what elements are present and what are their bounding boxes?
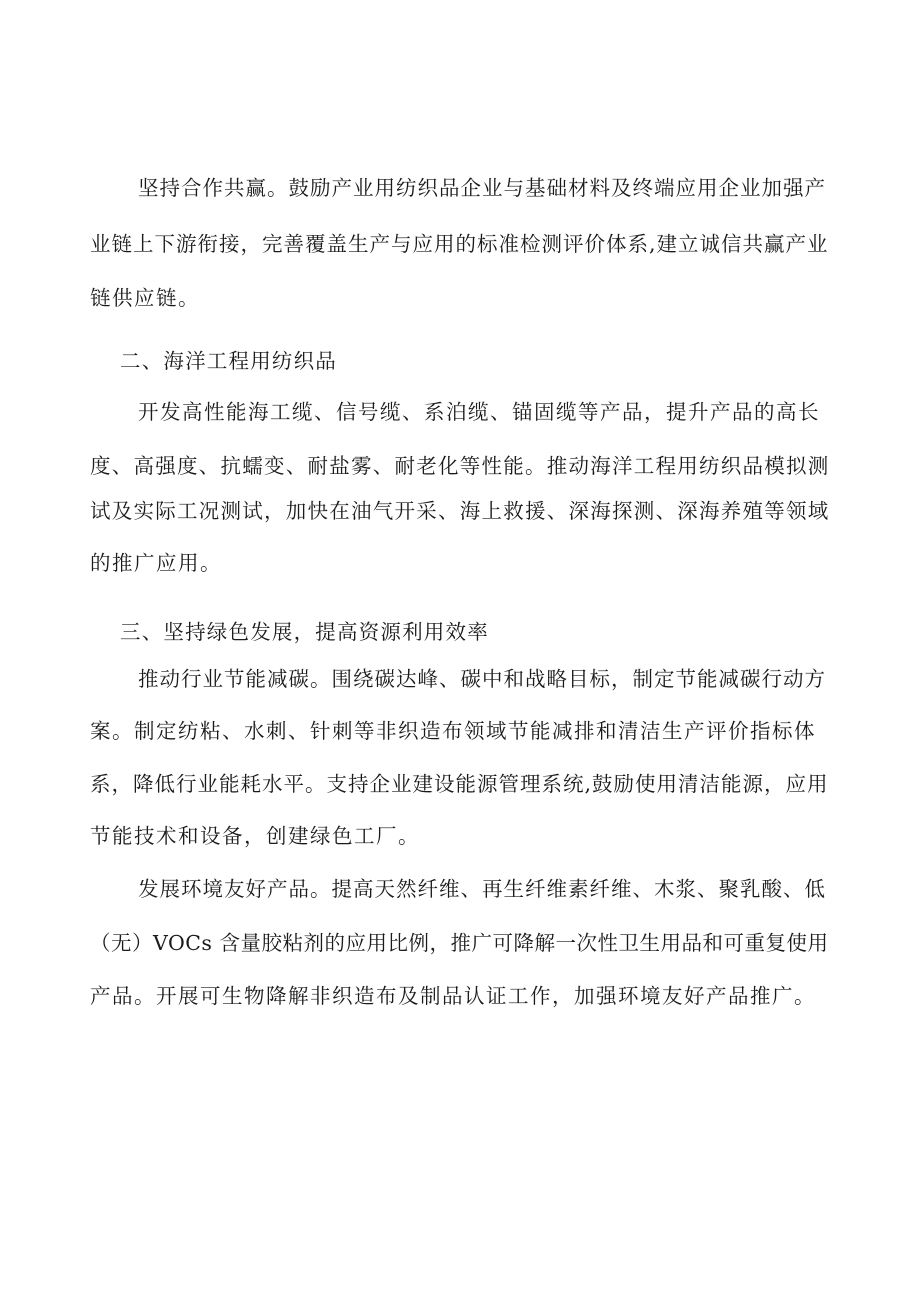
paragraph-line: 产品。开展可生物降解非织造布及制品认证工作，加强环境友好产品推广。 bbox=[90, 984, 816, 1008]
paragraph-line: （无）VOCs 含量胶粘剂的应用比例，推广可降解一次性卫生用品和可重复使用 bbox=[90, 931, 829, 955]
section-heading: 二、海洋工程用纺织品 bbox=[120, 349, 337, 373]
paragraph-line: 系，降低行业能耗水平。支持企业建设能源管理系统,鼓励使用清洁能源，应用 bbox=[90, 772, 829, 796]
paragraph-line: 节能技术和设备，创建绿色工厂。 bbox=[90, 824, 420, 848]
paragraph-line: 发展环境友好产品。提高天然纤维、再生纤维素纤维、木浆、聚乳酸、低 bbox=[138, 877, 826, 901]
paragraph-line: 试及实际工况测试，加快在油气开采、海上救援、深海探测、深海养殖等领域 bbox=[90, 499, 830, 523]
paragraph-line: 的推广应用。 bbox=[90, 551, 222, 575]
paragraph-line: 坚持合作共赢。鼓励产业用纺织品企业与基础材料及终端应用企业加强产 bbox=[138, 176, 826, 200]
paragraph-line: 度、高强度、抗蠕变、耐盐雾、耐老化等性能。推动海洋工程用纺织品模拟测 bbox=[90, 454, 830, 478]
paragraph-line: 推动行业节能减碳。围绕碳达峰、碳中和战略目标，制定节能减碳行动方 bbox=[138, 667, 826, 691]
paragraph-line: 案。制定纺粘、水刺、针刺等非织造布领域节能减排和清洁生产评价指标体 bbox=[90, 719, 816, 743]
paragraph-line: 链供应链。 bbox=[90, 286, 200, 310]
paragraph-line: 开发高性能海工缆、信号缆、系泊缆、锚固缆等产品，提升产品的高长 bbox=[138, 400, 820, 424]
paragraph-line: 业链上下游衔接，完善覆盖生产与应用的标准检测评价体系,建立诚信共赢产业 bbox=[90, 232, 829, 256]
section-heading: 三、坚持绿色发展，提高资源利用效率 bbox=[120, 620, 489, 644]
